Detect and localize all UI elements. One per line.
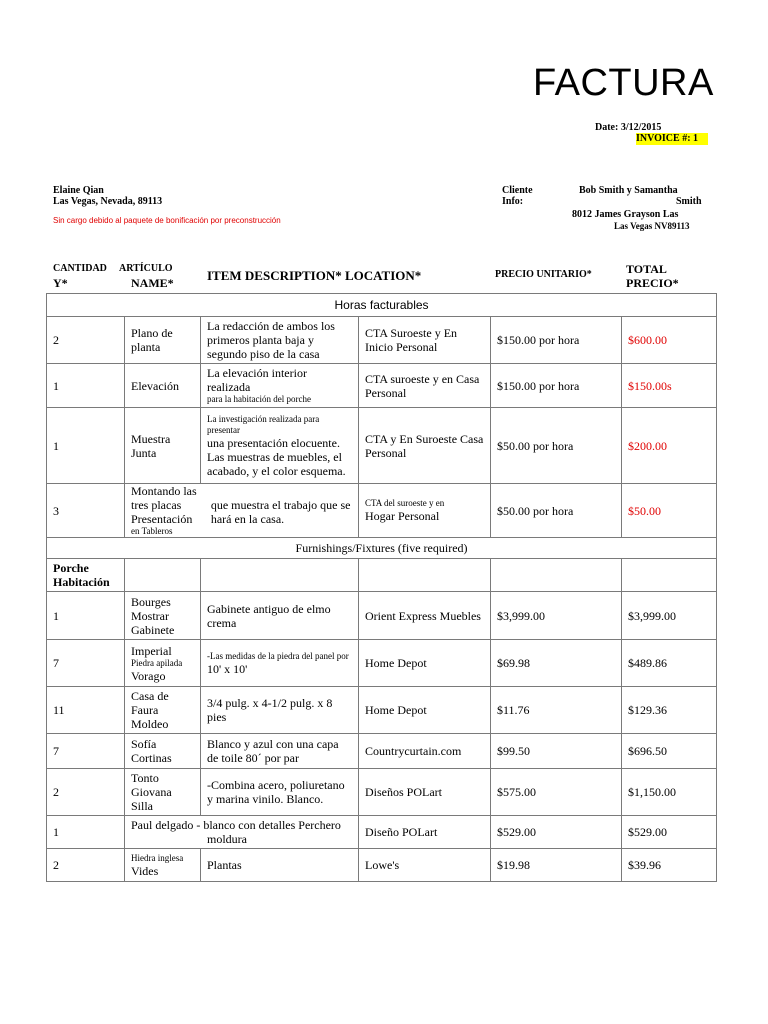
table-row (47, 317, 717, 364)
unit-price-cell: $150.00 por hora (491, 317, 622, 364)
table-row (47, 640, 717, 687)
table-row (47, 687, 717, 734)
invoice-date: Date: 3/12/2015 (595, 122, 662, 133)
client-address-cont: Las Vegas NV89113 (614, 221, 690, 231)
desc-line: moldura (207, 832, 247, 846)
item-cell (125, 849, 201, 882)
item-cell: Plano de planta (125, 317, 201, 364)
invoice-table (46, 293, 717, 882)
desc-cell: 3/4 pulg. x 4-1/2 pulg. x 8 pies (201, 687, 359, 734)
unit-price-cell: $19.98 (491, 849, 622, 882)
section-row (47, 538, 717, 559)
total-cell: $529.00 (622, 816, 717, 849)
location-line: CTA del suroeste y en (365, 498, 445, 508)
item-line: Paul delgado - blanco con detalles Perchero (131, 818, 341, 832)
desc-cell: La redacción de ambos los primeros planta baja y segundo piso de la casa (201, 317, 359, 364)
desc-cell (201, 364, 359, 408)
qty-cell: 1 (47, 364, 125, 408)
item-line: Imperial (131, 643, 172, 658)
unit-price-cell: $11.76 (491, 687, 622, 734)
item-name (125, 484, 203, 537)
desc-cell: Gabinete antiguo de elmo crema (201, 592, 359, 640)
desc-line: -Las medidas de la piedra del panel por (207, 650, 349, 661)
total-cell: $200.00 (622, 408, 717, 484)
room-line: Habitación (53, 575, 110, 589)
item-line: Hiedra inglesa (131, 852, 184, 863)
empty-cell (201, 559, 359, 592)
qty-cell: 1 (47, 408, 125, 484)
qty-cell: 1 (47, 816, 125, 849)
location-cell (359, 484, 491, 538)
section-billable: Horas facturables (47, 294, 717, 317)
desc-text: que muestra el trabajo que se hará en la casa. (210, 498, 351, 526)
location-cell: Home Depot (359, 640, 491, 687)
unit-price-cell: $69.98 (491, 640, 622, 687)
desc-cell: Plantas (201, 849, 359, 882)
table-row (47, 592, 717, 640)
client-label: Cliente (502, 185, 533, 196)
unit-price-cell: $50.00 por hora (491, 408, 622, 484)
location-cell: Home Depot (359, 687, 491, 734)
col-header-qty-b: Y* (53, 276, 68, 290)
qty-cell: 2 (47, 317, 125, 364)
unit-price-cell: $3,999.00 (491, 592, 622, 640)
location-cell: Diseños POLart (359, 769, 491, 816)
total-cell: $39.96 (622, 849, 717, 882)
client-name: Bob Smith y Samantha (579, 185, 678, 196)
item-line: Montando las tres placas Presentación (131, 484, 197, 526)
col-header-total: TOTAL (626, 262, 667, 276)
location-line: Hogar Personal (365, 509, 440, 523)
location-cell: CTA y En Suroeste Casa Personal (359, 408, 491, 484)
item-line: en Tableros (131, 526, 173, 536)
invoice-number: INVOICE #: 1 (636, 133, 708, 145)
empty-cell (491, 559, 622, 592)
item-cell: Bourges Mostrar Gabinete (125, 592, 201, 640)
client-label-info: Info: (502, 196, 524, 207)
item-cell: Sofía Cortinas (125, 734, 201, 769)
qty-cell: 1 (47, 592, 125, 640)
location-cell: CTA Suroeste y En Inicio Personal (359, 317, 491, 364)
table-row (47, 816, 717, 849)
item-line: Piedra apilada (131, 657, 183, 668)
location-cell: CTA suroeste y en Casa Personal (359, 364, 491, 408)
total-cell: $489.86 (622, 640, 717, 687)
item-cell: Casa de Faura Moldeo (125, 687, 201, 734)
col-header-desc-loc: ITEM DESCRIPTION* LOCATION* (207, 268, 422, 283)
desc-line: La elevación interior realizada (207, 366, 307, 394)
from-address: Las Vegas, Nevada, 89113 (53, 196, 163, 207)
item-cell (125, 640, 201, 687)
desc-cell: -Combina acero, poliuretano y marina vinilo. Blanco. (201, 769, 359, 816)
qty-cell: 2 (47, 849, 125, 882)
qty-cell: 3 (47, 484, 125, 538)
unit-price-cell: $99.50 (491, 734, 622, 769)
empty-cell (125, 559, 201, 592)
empty-cell (359, 559, 491, 592)
desc-line: para la habitación del porche (207, 394, 311, 404)
item-cell: Muestra Junta (125, 408, 201, 484)
invoice-title: FACTURA (533, 62, 714, 104)
desc-cell (201, 640, 359, 687)
client-name-cont: Smith (676, 196, 702, 207)
table-row (47, 849, 717, 882)
total-cell: $3,999.00 (622, 592, 717, 640)
unit-price-cell: $50.00 por hora (491, 484, 622, 538)
col-header-qty: CANTIDAD (53, 263, 107, 274)
table-row (47, 559, 717, 592)
unit-price-cell: $529.00 (491, 816, 622, 849)
item-cell: Elevación (125, 364, 201, 408)
from-name: Elaine Qian (53, 185, 104, 196)
item-desc-cell (125, 484, 359, 538)
item-line: Vorago (131, 668, 166, 683)
desc-line: una presentación elocuente. Las muestras de muebles, el acabado, y el color esquema. (207, 435, 346, 478)
col-header-unit: PRECIO UNITARIO* (495, 269, 592, 280)
item-cell: Tonto Giovana Silla (125, 769, 201, 816)
total-cell: $1,150.00 (622, 769, 717, 816)
total-cell: $129.36 (622, 687, 717, 734)
room-line: Porche (53, 561, 89, 575)
qty-cell: 2 (47, 769, 125, 816)
room-cell (47, 559, 125, 592)
location-cell: Countrycurtain.com (359, 734, 491, 769)
qty-cell: 7 (47, 734, 125, 769)
unit-price-cell: $150.00 por hora (491, 364, 622, 408)
table-row (47, 408, 717, 484)
total-cell: $150.00s (622, 364, 717, 408)
item-line: Vides (131, 863, 159, 878)
table-row (47, 364, 717, 408)
desc-line: 10' x 10' (207, 661, 248, 676)
qty-cell: 7 (47, 640, 125, 687)
total-cell: $50.00 (622, 484, 717, 538)
location-cell: Orient Express Muebles (359, 592, 491, 640)
desc-cell (201, 408, 359, 484)
table-row (47, 734, 717, 769)
item-desc-cell (125, 816, 359, 849)
section-row (47, 294, 717, 317)
location-cell: Diseño POLart (359, 816, 491, 849)
client-address: 8012 James Grayson Las (572, 209, 679, 220)
location-cell: Lowe's (359, 849, 491, 882)
desc-line: La investigación realizada para presentar (207, 413, 320, 435)
bonus-note: Sin cargo debido al paquete de bonificación por preconstrucción (53, 216, 281, 225)
unit-price-cell: $575.00 (491, 769, 622, 816)
empty-cell (622, 559, 717, 592)
total-cell: $696.50 (622, 734, 717, 769)
table-row (47, 769, 717, 816)
table-row (47, 484, 717, 538)
col-header-total-b: PRECIO* (626, 276, 679, 290)
total-cell: $600.00 (622, 317, 717, 364)
section-furnishings: Furnishings/Fixtures (five required) (47, 538, 717, 559)
col-header-item: ARTÍCULO (119, 263, 173, 274)
qty-cell: 11 (47, 687, 125, 734)
desc-cell: Blanco y azul con una capa de toile 80´ por par (201, 734, 359, 769)
col-header-item-b: NAME* (131, 276, 174, 290)
